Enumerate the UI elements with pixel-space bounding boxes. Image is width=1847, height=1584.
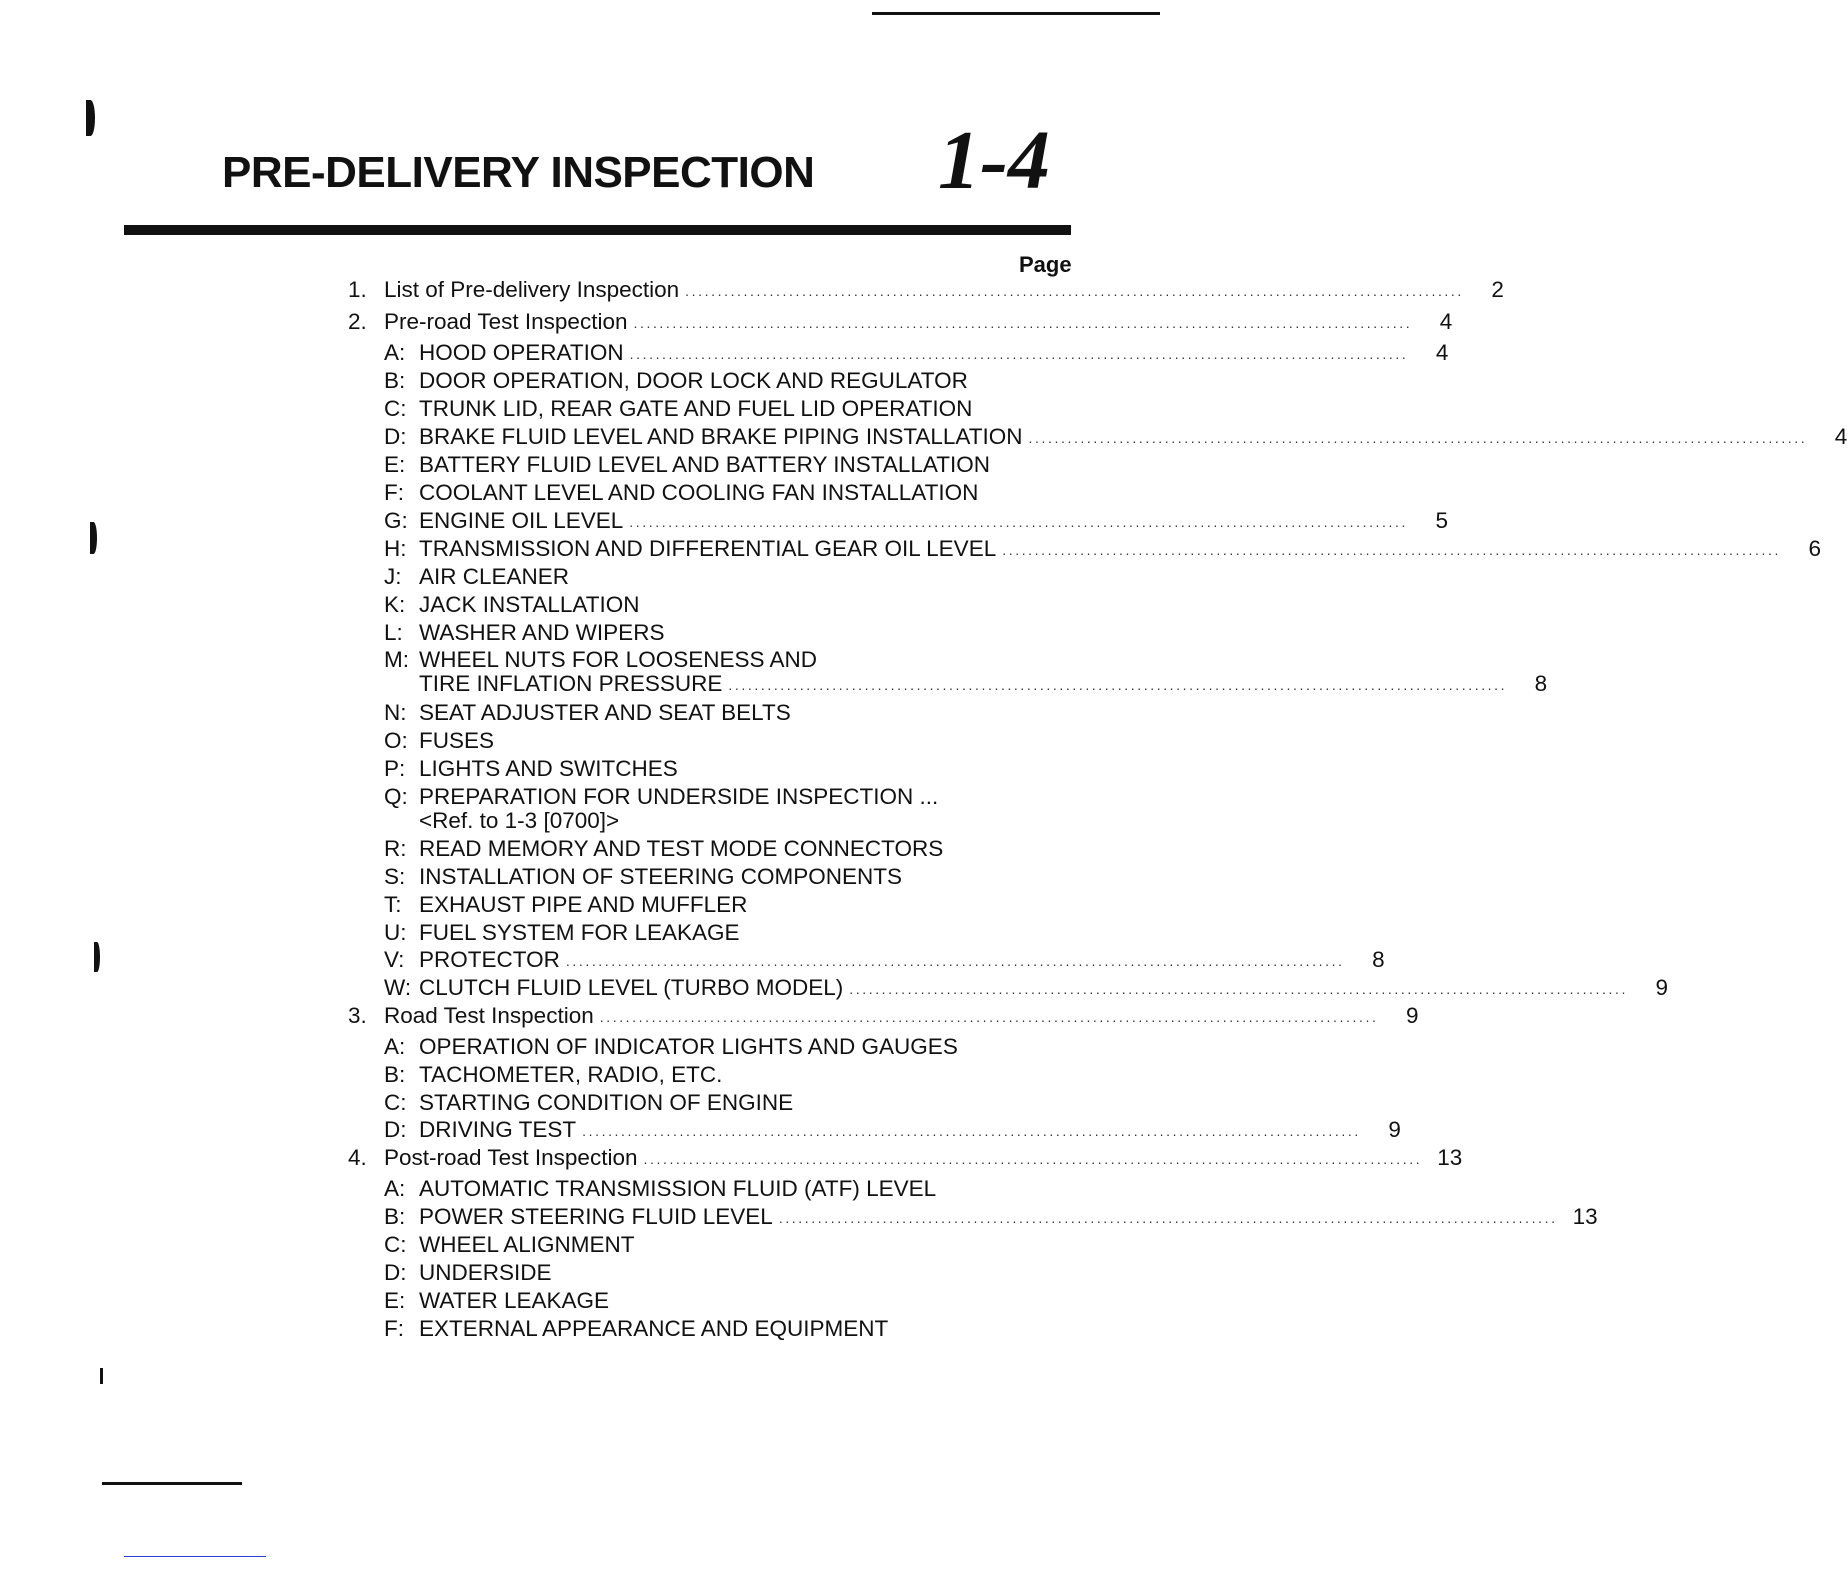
- toc-section-number: 3.: [348, 1003, 367, 1028]
- toc-entry: [348, 590, 1074, 618]
- bottom-scan-line: [124, 1556, 266, 1557]
- toc-section-number: 1.: [348, 277, 367, 302]
- toc-entry: [348, 1314, 1074, 1342]
- toc-dot-leader: ........................................................................................................................: [849, 981, 1628, 997]
- toc-entry: [348, 478, 1074, 506]
- toc-entry-text: Post-road Test Inspection: [384, 1145, 638, 1170]
- toc-entry-text: <Ref. to 1-3 [0700]>: [419, 808, 620, 833]
- toc-dot-leader: ........................................................................................................................: [778, 1210, 1558, 1226]
- toc-item-letter: L:: [384, 620, 403, 645]
- toc-dot-leader: ........................................................................................................................: [629, 514, 1409, 530]
- toc-item-letter: B:: [384, 1204, 406, 1229]
- toc-dot-leader: ........................................................................................................................: [599, 1009, 1379, 1025]
- toc-entry: [348, 1060, 1074, 1088]
- toc-entry-text: WHEEL NUTS FOR LOOSENESS AND: [419, 647, 817, 672]
- toc-item-letter: J:: [384, 564, 402, 589]
- toc-entry: [348, 1032, 1074, 1060]
- toc-entry: [348, 1202, 1598, 1230]
- toc-entry: [348, 394, 1074, 422]
- toc-page-number: 13: [1437, 1145, 1463, 1170]
- toc-entry: [348, 1088, 1074, 1116]
- toc-entry-text: EXHAUST PIPE AND MUFFLER: [419, 892, 748, 917]
- toc-entry-text: Pre-road Test Inspection: [384, 309, 628, 334]
- toc-item-letter: T:: [384, 892, 402, 917]
- toc-entry: [348, 806, 1074, 834]
- toc-page-number: 9: [1405, 1003, 1419, 1028]
- toc-dot-leader: ........................................................................................................................: [643, 1151, 1423, 1167]
- toc-entry-text: PROTECTOR: [419, 947, 560, 972]
- toc-entry: [348, 1230, 1074, 1258]
- toc-item-letter: Q:: [384, 784, 408, 809]
- toc-entry: [348, 726, 1074, 754]
- toc-entry: [348, 506, 1449, 534]
- toc-entry-text: INSTALLATION OF STEERING COMPONENTS: [419, 864, 902, 889]
- toc-item-letter: F:: [384, 1316, 404, 1341]
- toc-entry: [348, 669, 1548, 697]
- toc-entry-text: BRAKE FLUID LEVEL AND BRAKE PIPING INSTALLATION: [419, 424, 1023, 449]
- toc-entry: [348, 534, 1821, 562]
- toc-item-letter: S:: [384, 864, 406, 889]
- binder-hole-mark: [90, 522, 97, 554]
- toc-dot-leader: ........................................................................................................................: [728, 677, 1508, 693]
- toc-entry: [348, 366, 1074, 394]
- toc-item-letter: C:: [384, 396, 407, 421]
- toc-entry-text: ENGINE OIL LEVEL: [419, 508, 624, 533]
- toc-entry-text: AIR CLEANER: [419, 564, 570, 589]
- toc-item-letter: G:: [384, 508, 408, 533]
- toc-entry: [348, 422, 1847, 450]
- toc-entry-text: TACHOMETER, RADIO, ETC.: [419, 1062, 723, 1087]
- toc-entry-text: FUEL SYSTEM FOR LEAKAGE: [419, 920, 740, 945]
- binder-hole-mark: [100, 1368, 103, 1384]
- toc-dot-leader: ........................................................................................................................: [629, 346, 1409, 362]
- toc-section-number: 4.: [348, 1145, 367, 1170]
- toc-page-number: 4: [1439, 309, 1453, 334]
- toc-entry-text: WASHER AND WIPERS: [419, 620, 665, 645]
- toc-entry-text: WHEEL ALIGNMENT: [419, 1232, 635, 1257]
- toc-entry: [348, 1115, 1401, 1143]
- binder-hole-mark: [94, 942, 100, 972]
- toc-entry-text: FUSES: [419, 728, 495, 753]
- toc-page-number: 8: [1534, 671, 1548, 696]
- toc-entry: [348, 618, 1074, 646]
- toc-item-letter: H:: [384, 536, 407, 561]
- toc-entry-text: WATER LEAKAGE: [419, 1288, 610, 1313]
- toc-page-number: 4: [1834, 424, 1847, 449]
- toc-dot-leader: ........................................................................................................................: [633, 315, 1413, 331]
- toc-entry: [348, 1143, 1463, 1171]
- toc-entry-text: LIGHTS AND SWITCHES: [419, 756, 678, 781]
- toc-entry-text: DOOR OPERATION, DOOR LOCK AND REGULATOR: [419, 368, 968, 393]
- toc-item-letter: K:: [384, 592, 406, 617]
- toc-item-letter: P:: [384, 756, 406, 781]
- toc-entry: [348, 1001, 1419, 1029]
- page-column-label: Page: [1019, 252, 1072, 277]
- toc-entry: [348, 1174, 1074, 1202]
- toc-entry-text: TIRE INFLATION PRESSURE: [419, 671, 723, 696]
- toc-entry-text: OPERATION OF INDICATOR LIGHTS AND GAUGES: [419, 1034, 958, 1059]
- toc-dot-leader: ........................................................................................................................: [685, 283, 1464, 299]
- toc-entry-text: POWER STEERING FLUID LEVEL: [419, 1204, 773, 1229]
- toc-entry: [348, 1258, 1074, 1286]
- toc-entry: [348, 562, 1074, 590]
- toc-item-letter: B:: [384, 368, 406, 393]
- toc-entry-text: UNDERSIDE: [419, 1260, 552, 1285]
- title-rule: [124, 225, 1071, 235]
- toc-dot-leader: ........................................................................................................................: [565, 953, 1345, 969]
- toc-page-number: 5: [1435, 508, 1449, 533]
- top-rule: [872, 12, 1160, 15]
- toc-entry-text: SEAT ADJUSTER AND SEAT BELTS: [419, 700, 791, 725]
- toc-entry-text: TRANSMISSION AND DIFFERENTIAL GEAR OIL LEVEL: [419, 536, 997, 561]
- toc-entry: [348, 834, 1074, 862]
- toc-entry: [348, 862, 1074, 890]
- toc-item-letter: D:: [384, 424, 407, 449]
- toc-entry: [348, 1286, 1074, 1314]
- toc-item-letter: V:: [384, 947, 405, 972]
- toc-dot-leader: ........................................................................................................................: [1028, 430, 1808, 446]
- toc-page-number: 2: [1491, 277, 1504, 302]
- toc-entry: [348, 698, 1074, 726]
- toc-page-number: 13: [1572, 1204, 1598, 1229]
- toc-item-letter: M:: [384, 647, 409, 672]
- toc-entry: [348, 945, 1385, 973]
- toc-item-letter: A:: [384, 340, 406, 365]
- toc-item-letter: U:: [384, 920, 407, 945]
- toc-entry: [348, 338, 1449, 366]
- toc-entry-text: HOOD OPERATION: [419, 340, 624, 365]
- section-number: 1-4: [938, 114, 1050, 207]
- bottom-rule: [102, 1482, 242, 1485]
- toc-item-letter: C:: [384, 1090, 407, 1115]
- toc-dot-leader: ........................................................................................................................: [582, 1123, 1361, 1139]
- toc-item-letter: B:: [384, 1062, 406, 1087]
- toc-entry-text: JACK INSTALLATION: [419, 592, 640, 617]
- toc-entry: [348, 754, 1074, 782]
- toc-item-letter: F:: [384, 480, 404, 505]
- toc-section-number: 2.: [348, 309, 367, 334]
- toc-item-letter: R:: [384, 836, 407, 861]
- toc-entry-text: COOLANT LEVEL AND COOLING FAN INSTALLATION: [419, 480, 979, 505]
- toc-item-letter: A:: [384, 1034, 406, 1059]
- toc-item-letter: C:: [384, 1232, 407, 1257]
- toc-item-letter: E:: [384, 1288, 406, 1313]
- toc-entry: [348, 973, 1668, 1001]
- toc-entry: [348, 450, 1074, 478]
- toc-item-letter: D:: [384, 1260, 407, 1285]
- toc-item-letter: E:: [384, 452, 406, 477]
- toc-page-number: 6: [1808, 536, 1821, 561]
- toc-item-letter: A:: [384, 1176, 406, 1201]
- toc-page-number: 4: [1435, 340, 1449, 365]
- toc-entry: [348, 275, 1504, 303]
- toc-entry-text: READ MEMORY AND TEST MODE CONNECTORS: [419, 836, 944, 861]
- toc-entry-text: BATTERY FLUID LEVEL AND BATTERY INSTALLATION: [419, 452, 991, 477]
- toc-entry: [348, 307, 1453, 335]
- toc-entry-text: EXTERNAL APPEARANCE AND EQUIPMENT: [419, 1316, 889, 1341]
- toc-item-letter: W:: [384, 975, 412, 1000]
- toc-entry-text: STARTING CONDITION OF ENGINE: [419, 1090, 794, 1115]
- binder-hole-mark: [86, 100, 95, 136]
- toc-item-letter: O:: [384, 728, 408, 753]
- toc-entry-text: AUTOMATIC TRANSMISSION FLUID (ATF) LEVEL: [419, 1176, 937, 1201]
- toc-dot-leader: ........................................................................................................................: [1002, 542, 1781, 558]
- toc-entry-text: CLUTCH FLUID LEVEL (TURBO MODEL): [419, 975, 844, 1000]
- toc-entry-text: DRIVING TEST: [419, 1117, 577, 1142]
- toc-item-letter: D:: [384, 1117, 407, 1142]
- toc-entry: [348, 890, 1074, 918]
- toc-entry-text: TRUNK LID, REAR GATE AND FUEL LID OPERATION: [419, 396, 973, 421]
- toc-page-number: 9: [1655, 975, 1668, 1000]
- toc-entry: [348, 918, 1074, 946]
- toc-entry-text: PREPARATION FOR UNDERSIDE INSPECTION ...: [419, 784, 939, 809]
- toc-page-number: 9: [1388, 1117, 1401, 1142]
- toc-entry-text: Road Test Inspection: [384, 1003, 594, 1028]
- toc-page-number: 8: [1372, 947, 1385, 972]
- toc-item-letter: N:: [384, 700, 407, 725]
- toc-entry-text: List of Pre-delivery Inspection: [384, 277, 680, 302]
- page-title: PRE-DELIVERY INSPECTION: [222, 148, 815, 197]
